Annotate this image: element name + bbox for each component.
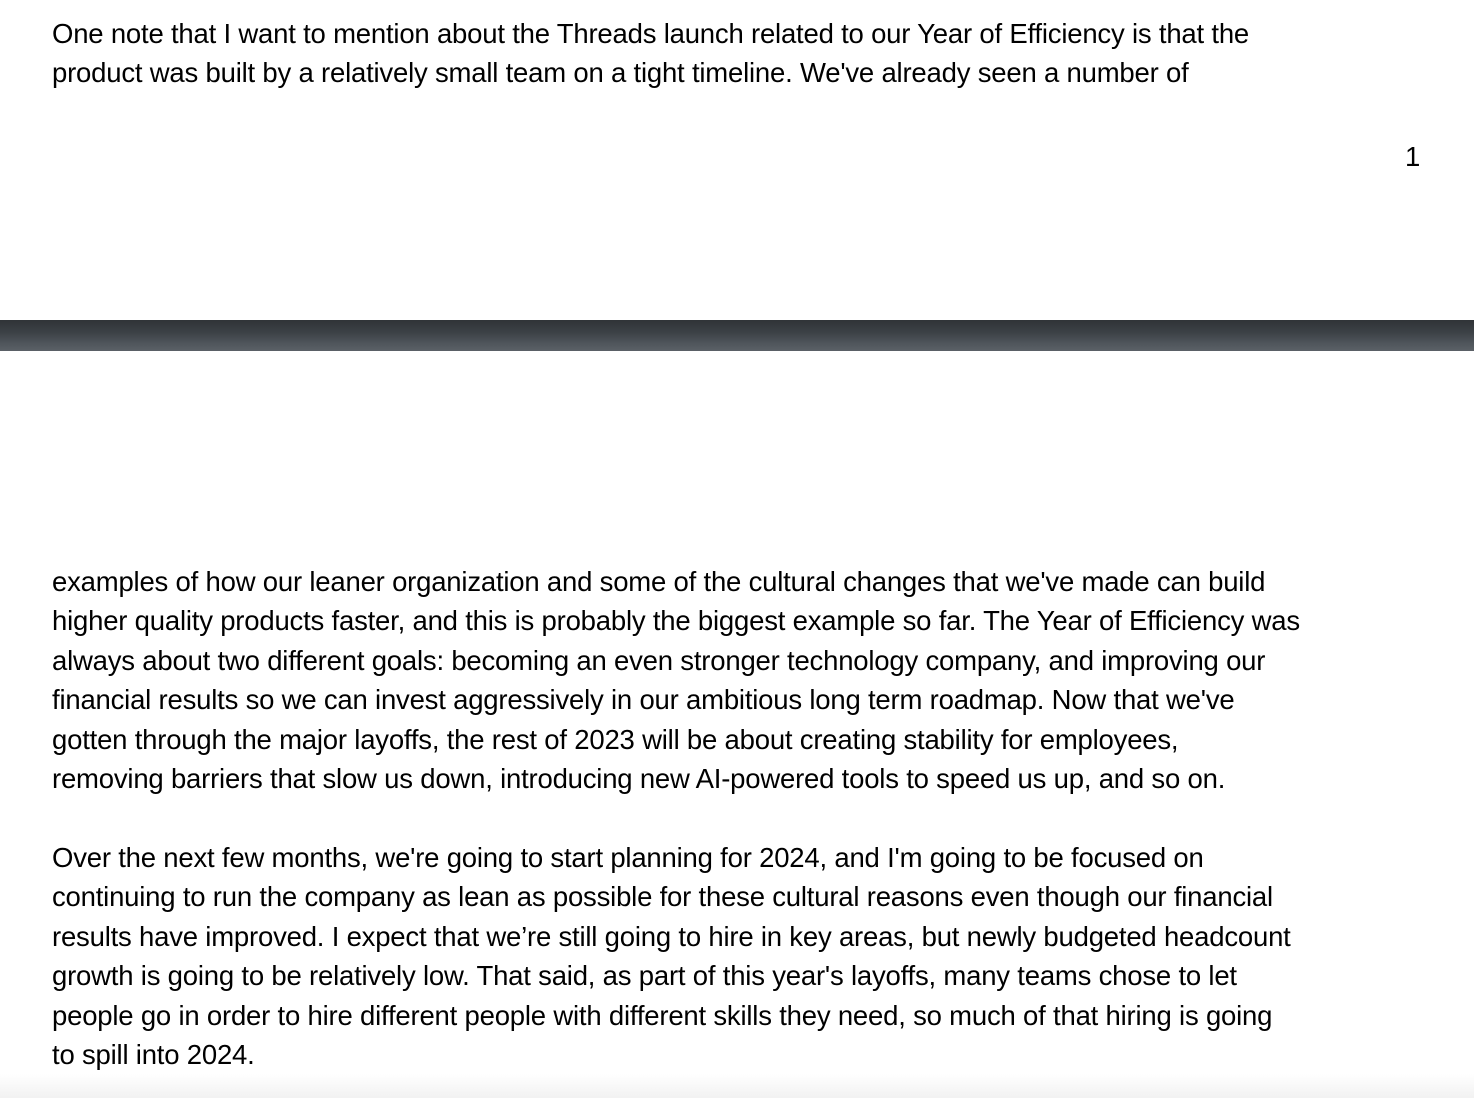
paragraph-line: Over the next few months, we're going to start planning for 2024, and I'm going to be focused on [52,842,1204,873]
paragraph-line: One note that I want to mention about the Threads launch related to our Year of Efficiency is that the [52,18,1250,49]
paragraph-continued-bottom [52,562,1442,798]
paragraph-line: gotten through the major layoffs, the rest of 2023 will be about creating stability for employees, [52,723,1179,755]
paragraph-planning-2024 [52,838,1442,1074]
paragraph-continued-top [52,14,1442,93]
paragraph-line: to spill into 2024. [52,1038,255,1070]
paragraph-line: growth is going to be relatively low. That said, as part of this year's layoffs, many teams chose to let [52,960,1237,992]
paragraph-line: removing barriers that slow us down, introducing new AI-powered tools to speed us up, and so on. [52,762,1226,794]
bottom-edge-shadow [0,1074,1474,1098]
paragraph-line: examples of how our leaner organization and some of the cultural changes that we've made can build [52,566,1266,597]
page-number: 1 [1405,141,1421,172]
paragraph-line: results have improved. I expect that we’re still going to hire in key areas, but newly budgeted headcount [52,920,1291,952]
paragraph-line: financial results so we can invest aggressively in our ambitious long term roadmap. Now that we've [52,684,1235,716]
paragraph-line: continuing to run the company as lean as possible for these cultural reasons even though our financial [52,881,1273,913]
paragraph-line: higher quality products faster, and this is probably the biggest example so far. The Year of Efficiency was [52,605,1300,637]
paragraph-line: people go in order to hire different people with different skills they need, so much of that hiring is going [52,999,1273,1031]
page-break-separator [0,320,1474,351]
document-page-top [0,0,1474,320]
paragraph-line: product was built by a relatively small team on a tight timeline. We've already seen a number of [52,57,1189,89]
paragraph-line: always about two different goals: becoming an even stronger technology company, and improving our [52,644,1266,676]
